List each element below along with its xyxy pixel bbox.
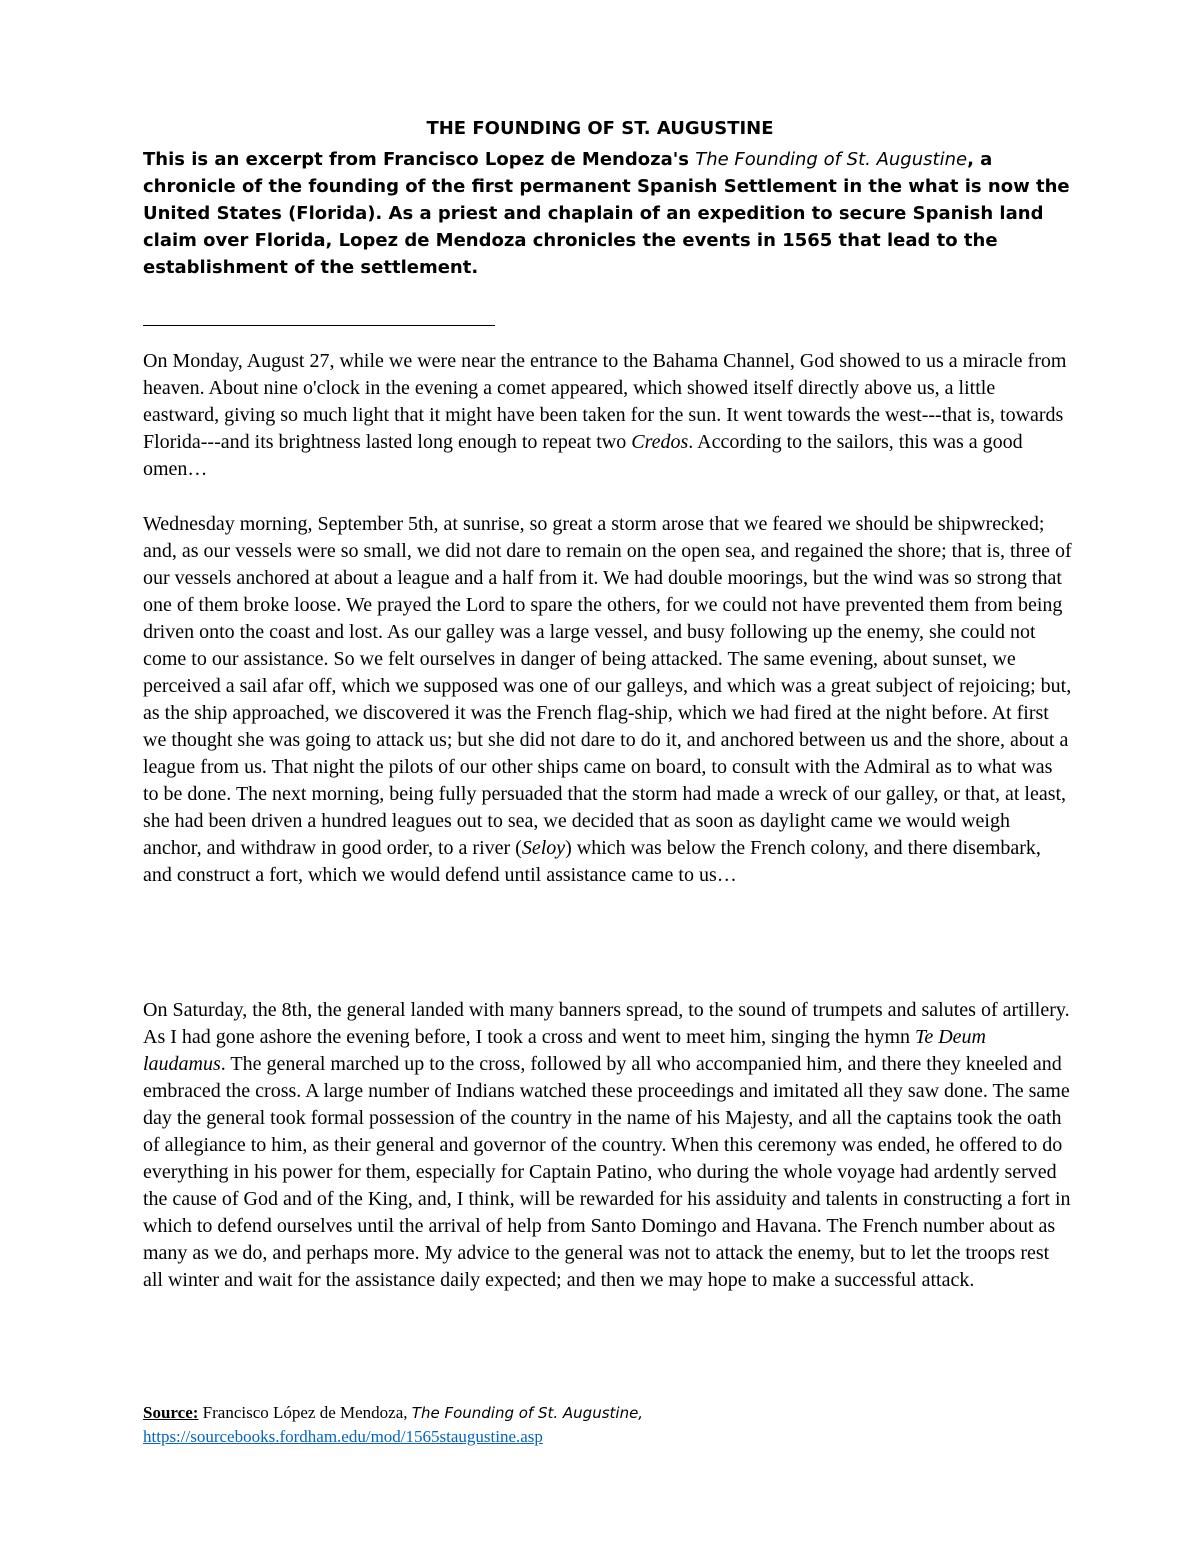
source-link[interactable]: https://sourcebooks.fordham.edu/mod/1565staugustine.asp <box>143 1427 543 1446</box>
paragraph-1-italic: Credos <box>631 431 689 453</box>
paragraph-1-text-end: . According to the sailors, this was a good omen… <box>143 431 1023 480</box>
paragraph-2-text-end: ) which was below the French colony, and there disembark, and construct a fort, which we would defend until assistance came to us… <box>143 837 1041 886</box>
paragraph-2-italic: Seloy <box>521 837 566 859</box>
source-label: Source: <box>143 1403 199 1422</box>
intro-text-end: , a chronicle of the founding of the first permanent Spanish Settlement in the what is now the United States (Florida). As a priest and chaplain of an expedition to secure Spanish land claim over Florida, Lopez de Mendoza chronicles the events in 1565 that lead to the establishment of the settlement. <box>143 149 1070 278</box>
intro-text-start: This is an excerpt from Francisco Lopez de Mendoza's <box>143 149 696 170</box>
source-author: Francisco López de Mendoza, <box>198 1403 412 1422</box>
paragraph-2-text-start: Wednesday morning, September 5th, at sunrise, so great a storm arose that we feared we should be shipwrecked; and, as our vessels were so small, we did not dare to remain on the open sea, and regained the shore; that is, three of our vessels anchored at about a league and a half from it. We had double moorings, but the wind was so strong that one of them broke loose. We prayed the Lord to spare the others, for we could not have prevented them from being driven onto the coast and lost. As our galley was a large vessel, and busy following up the enemy, she could not come to our assistance. So we felt ourselves in danger of being attacked. The same evening, about sunset, we perceived a sail afar off, which we supposed was one of our galleys, and which was a great subject of rejoicing; but, as the ship approached, we discovered it was the French flag-ship, which we had fired at the night before. At first we thought she was going to attack us; but she did not dare to do it, and anchored between us and the shore, about a league from us. That night the pilots of our other ships came on board, to consult with the Admiral as to what was to be done. The next morning, being fully persuaded that the storm had made a wreck of our galley, or that, at least, she had been driven a hundred leagues out to sea, we decided that as soon as daylight came we would weigh anchor, and withdraw in good order, to a river ( <box>143 513 1072 859</box>
paragraph-1-text-start: On Monday, August 27, while we were near the entrance to the Bahama Channel, God showed to us a miracle from heaven. About nine o'clock in the evening a comet appeared, which showed itself directly above us, a little eastward, giving so much light that it might have been taken for the sun. It went towards the west---that is, towards Florida---and its brightness lasted long enough to repeat two <box>143 350 1067 453</box>
body-paragraph-3 <box>143 997 1073 1294</box>
paragraph-3-italic: Te Deum laudamus <box>143 1026 986 1075</box>
separator-rule <box>143 325 495 326</box>
source-work-title: The Founding of St. Augustine, <box>411 1404 644 1422</box>
source-citation <box>143 1401 1073 1449</box>
intro-work-title: The Founding of St. Augustine <box>695 149 968 170</box>
paragraph-3-text-end: . The general marched up to the cross, followed by all who accompanied him, and there they kneeled and embraced the cross. A large number of Indians watched these proceedings and imitated all they saw done. The same day the general took formal possession of the country in the name of his Majesty, and all the captains took the oath of allegiance to him, as their general and governor of the country. When this ceremony was ended, he offered to do everything in his power for them, especially for Captain Patino, who during the whole voyage had ardently served the cause of God and of the King, and, I think, will be rewarded for his assiduity and talents in constructing a fort in which to defend ourselves until the arrival of help from Santo Domingo and Havana. The French number about as many as we do, and perhaps more. My advice to the general was not to attack the enemy, but to let the troops rest all winter and wait for the assistance daily expected; and then we may hope to make a successful attack. <box>143 1053 1071 1291</box>
intro-paragraph <box>143 146 1073 281</box>
paragraph-3-text-start: On Saturday, the 8th, the general landed with many banners spread, to the sound of trumpets and salutes of artillery. As I had gone ashore the evening before, I took a cross and went to meet him, singing the hymn <box>143 999 1070 1048</box>
body-paragraph-1 <box>143 348 1073 483</box>
body-paragraph-2 <box>143 511 1073 889</box>
document-title: THE FOUNDING OF ST. AUGUSTINE <box>426 118 774 139</box>
